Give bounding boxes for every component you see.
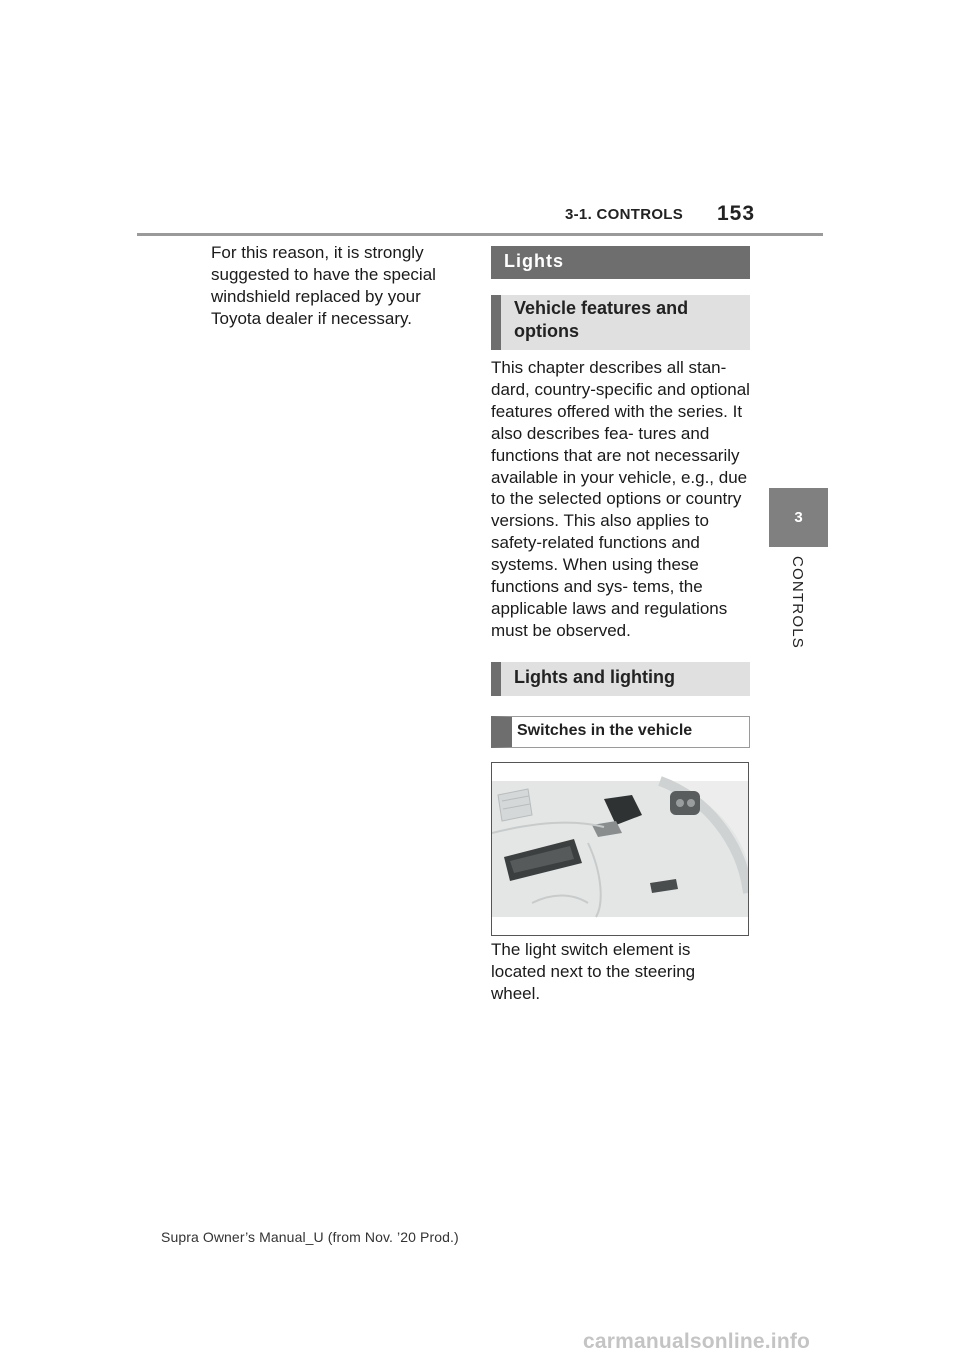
heading-lights: Lights <box>491 246 750 279</box>
site-watermark[interactable]: carmanualsonline.info <box>583 1330 811 1353</box>
heading-lights-and-lighting: Lights and lighting <box>491 662 750 696</box>
dashboard-drawing <box>492 763 748 935</box>
figure-caption: The light switch element is located next to the steering wheel. <box>491 940 696 1003</box>
subheading-switches: Switches in the vehicle <box>491 716 750 748</box>
header-divider <box>137 233 823 236</box>
section-title: 3-1. CONTROLS <box>565 206 684 223</box>
intro-paragraph: This chapter describes all stan- dard, country-specific and optional features offered with the series. It also describes fea- tures and functions that are not necessarily available in your vehicle, e.g., due to the selected options or country versions. This also applies to safety-related functions and systems. When using these functions and sys- tems, the applicable laws and regulations must be observed. <box>491 358 750 640</box>
heading-vehicle-features: Vehicle features and options <box>491 295 750 350</box>
footer-manual-title: Supra Owner’s Manual_U (from Nov. ’20 Prod.) <box>161 1229 459 1245</box>
light-switch-illustration <box>491 762 749 936</box>
chapter-label-text: CONTROLS <box>789 556 806 649</box>
left-column-paragraph: For this reason, it is strongly suggested to have the special windshield replaced by your Toyota dealer if necessary. <box>211 243 436 328</box>
chapter-label <box>784 556 814 656</box>
page-number: 153 <box>717 202 756 225</box>
chapter-number-tab: 3 <box>769 488 828 547</box>
